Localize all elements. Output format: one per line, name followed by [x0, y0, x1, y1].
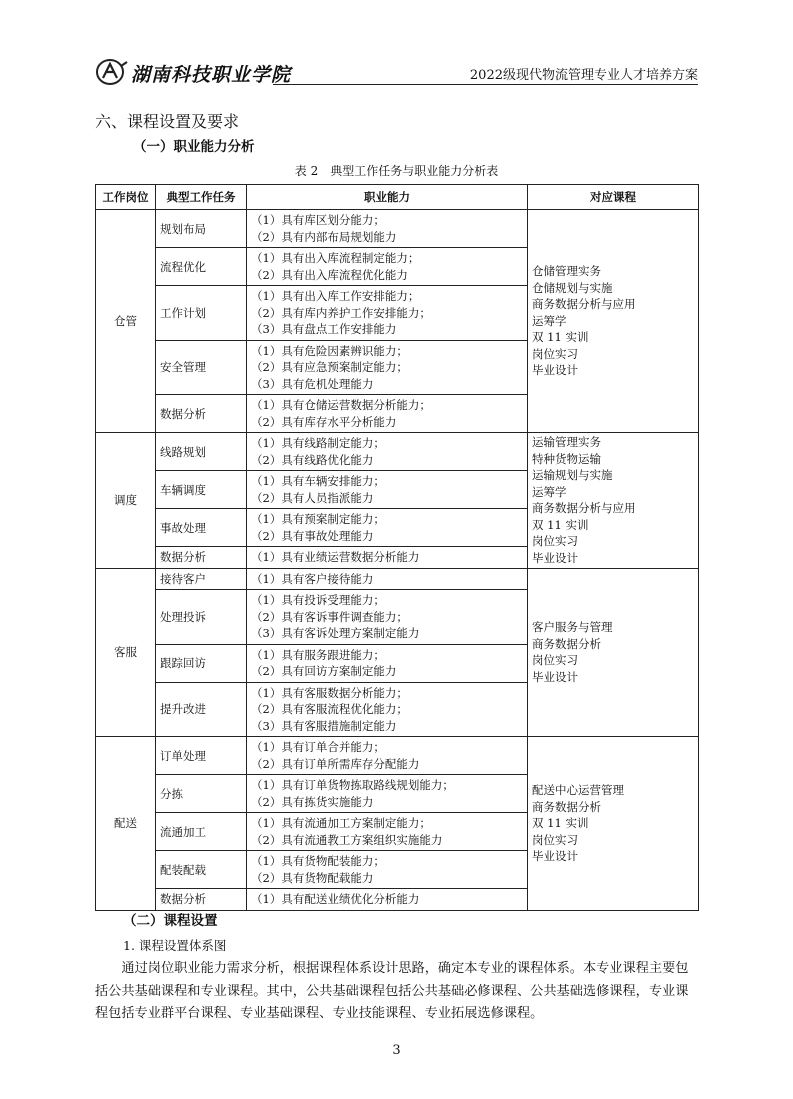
course-cell	[528, 433, 699, 569]
task-cell: 工作计划	[156, 286, 247, 341]
course-item: 岗位实习	[532, 346, 578, 361]
ability-item: （1）具有配送业绩优化分析能力	[251, 892, 420, 906]
ability-item: （2）具有线路优化能力	[251, 452, 374, 467]
ability-item: （1）具有仓储运营数据分析能力；	[251, 398, 431, 412]
ability-cell	[247, 509, 528, 547]
ability-item: （1）具有预案制定能力；	[251, 512, 385, 526]
course-item: 毕业设计	[532, 849, 578, 863]
ability-cell	[247, 851, 528, 889]
course-cell	[528, 568, 699, 737]
ability-item: （2）具有事故处理能力	[251, 528, 374, 543]
ability-cell	[247, 568, 528, 590]
ability-cell	[247, 889, 528, 911]
ability-item: （2）具有人员指派能力	[251, 490, 374, 505]
ability-cell	[247, 340, 528, 395]
course-item: 运筹学	[532, 313, 567, 328]
task-cell: 安全管理	[156, 340, 247, 395]
course-item: 岗位实习	[532, 653, 578, 668]
ability-item: （1）具有订单合并能力；	[251, 740, 385, 754]
ability-item: （2）具有内部布局规划能力	[251, 229, 397, 244]
course-item: 运输管理实务	[532, 435, 601, 450]
ability-item: （2）具有库存水平分析能力	[251, 414, 397, 429]
ability-item: （2）具有货物配载能力	[251, 870, 374, 885]
column-header: 典型工作任务	[156, 185, 247, 210]
subsection-title: （一）职业能力分析	[133, 139, 255, 155]
ability-cell	[247, 471, 528, 509]
ability-item: （2）具有客诉事件调查能力；	[251, 609, 408, 624]
task-cell: 订单处理	[156, 737, 247, 775]
ability-item: （1）具有线路制定能力；	[251, 436, 385, 450]
ability-item: （2）具有订单所需库存分配能力	[251, 756, 420, 771]
course-item: 配送中心运营管理	[532, 783, 624, 797]
ability-cell	[247, 248, 528, 286]
ability-item: （1）具有出入库流程制定能力；	[251, 251, 420, 265]
course-cell	[528, 210, 699, 433]
document-title: 2022级现代物流管理专业人才培养方案	[469, 68, 698, 83]
subsection-title: （二）课程设置	[123, 913, 218, 929]
ability-item: （1）具有货物配装能力；	[251, 854, 385, 868]
ability-item: （2）具有库内养护工作安排能力；	[251, 305, 431, 320]
course-item: 商务数据分析与应用	[532, 297, 636, 312]
ability-item: （3）具有危机处理能力	[251, 376, 374, 391]
task-cell: 数据分析	[156, 889, 247, 911]
table-row	[96, 210, 699, 248]
section-title: 六、课程设置及要求	[95, 112, 240, 131]
ability-item: （1）具有客户接待能力	[251, 571, 374, 586]
course-item: 毕业设计	[532, 669, 578, 684]
ability-cell	[247, 395, 528, 433]
ability-item: （2）具有流通教工方案组织实施能力	[251, 832, 443, 847]
course-item: 岗位实习	[532, 534, 578, 549]
ability-cell	[247, 775, 528, 813]
task-cell: 处理投诉	[156, 590, 247, 645]
table-row	[96, 737, 699, 775]
course-item: 仓储规划与实施	[532, 280, 613, 295]
ability-item: （3）具有客诉处理方案制定能力	[251, 626, 420, 640]
task-cell: 配装配载	[156, 851, 247, 889]
course-item: 双 11 实训	[532, 816, 589, 830]
column-header: 对应课程	[528, 185, 699, 210]
post-cell: 调度	[96, 433, 156, 569]
page-number: 3	[392, 1043, 401, 1058]
course-item: 商务数据分析与应用	[532, 501, 636, 516]
course-item: 毕业设计	[532, 550, 578, 565]
ability-item: （3）具有盘点工作安排能力	[251, 322, 397, 336]
ability-cell	[247, 737, 528, 775]
post-cell: 客服	[96, 568, 156, 737]
ability-item: （2）具有拣货实施能力	[251, 794, 374, 809]
table-row	[96, 433, 699, 471]
task-cell: 规划布局	[156, 210, 247, 248]
ability-item: （1）具有车辆安排能力；	[251, 474, 385, 488]
course-item: 岗位实习	[532, 832, 578, 847]
course-item: 客户服务与管理	[532, 620, 613, 635]
course-item: 运输规划与实施	[532, 468, 613, 483]
ability-item: （3）具有客服措施制定能力	[251, 718, 397, 733]
ability-item: （1）具有投诉受理能力；	[251, 593, 385, 607]
task-cell: 接待客户	[156, 568, 247, 590]
ability-item: （1）具有出入库工作安排能力；	[251, 289, 420, 303]
course-item: 仓储管理实务	[532, 264, 601, 279]
task-cell: 流通加工	[156, 813, 247, 851]
header-rule	[273, 84, 698, 85]
task-cell: 数据分析	[156, 547, 247, 569]
ability-item: （2）具有回访方案制定能力	[251, 664, 397, 678]
task-cell: 车辆调度	[156, 471, 247, 509]
table-header-row	[96, 185, 699, 210]
ability-cell	[247, 644, 528, 682]
course-item: 商务数据分析	[532, 636, 601, 651]
post-cell: 配送	[96, 737, 156, 911]
ability-item: （2）具有客服流程优化能力；	[251, 702, 408, 716]
school-name: 湖南科技职业学院	[131, 64, 292, 86]
ability-item: （1）具有库区划分能力；	[251, 213, 385, 227]
body-paragraph: 通过岗位职业能力需求分析，根据课程体系设计思路，确定本专业的课程体系。本专业课程主要包括公共基础课程和专业课程。其中，公共基础课程包括公共基础必修课程、公共基础选修课程，专业课程包括专业群平台课程、专业基础课程、专业技能课程、专业拓展选修课程。	[95, 961, 689, 1021]
ability-item: （1）具有业绩运营数据分析能力	[251, 550, 420, 564]
ability-cell	[247, 433, 528, 471]
ability-item: （1）具有危险因素辨识能力；	[251, 343, 408, 358]
ability-cell	[247, 547, 528, 569]
ability-item: （1）具有流通加工方案制定能力；	[251, 816, 431, 830]
table-caption: 表 2 典型工作任务与职业能力分析表	[294, 164, 499, 178]
table-row	[96, 568, 699, 590]
ability-cell	[247, 590, 528, 645]
task-cell: 提升改进	[156, 682, 247, 737]
school-logo-icon	[95, 58, 129, 86]
course-item: 双 11 实训	[532, 330, 589, 345]
task-cell: 数据分析	[156, 395, 247, 433]
course-item: 毕业设计	[532, 363, 578, 378]
subsubsection-title: 1. 课程设置体系图	[123, 938, 227, 953]
ability-cell	[247, 682, 528, 737]
course-item: 特种货物运输	[532, 451, 601, 466]
course-cell	[528, 737, 699, 911]
course-item: 运筹学	[532, 484, 567, 499]
ability-cell	[247, 813, 528, 851]
task-cell: 跟踪回访	[156, 644, 247, 682]
task-cell: 流程优化	[156, 248, 247, 286]
ability-item: （1）具有客服数据分析能力；	[251, 685, 408, 700]
task-cell: 线路规划	[156, 433, 247, 471]
page-header	[95, 58, 698, 88]
task-cell: 分拣	[156, 775, 247, 813]
ability-item: （1）具有订单货物拣取路线规划能力；	[251, 778, 454, 792]
column-header: 工作岗位	[96, 185, 156, 210]
ability-item: （2）具有应急预案制定能力；	[251, 360, 408, 374]
course-item: 双 11 实训	[532, 517, 589, 532]
task-cell: 事故处理	[156, 509, 247, 547]
ability-cell	[247, 286, 528, 341]
column-header: 职业能力	[247, 185, 528, 210]
course-item: 商务数据分析	[532, 799, 601, 814]
ability-item: （1）具有服务跟进能力；	[251, 647, 385, 662]
ability-cell	[247, 210, 528, 248]
post-cell: 仓管	[96, 210, 156, 433]
ability-item: （2）具有出入库流程优化能力	[251, 267, 408, 282]
ability-analysis-table	[95, 184, 699, 911]
